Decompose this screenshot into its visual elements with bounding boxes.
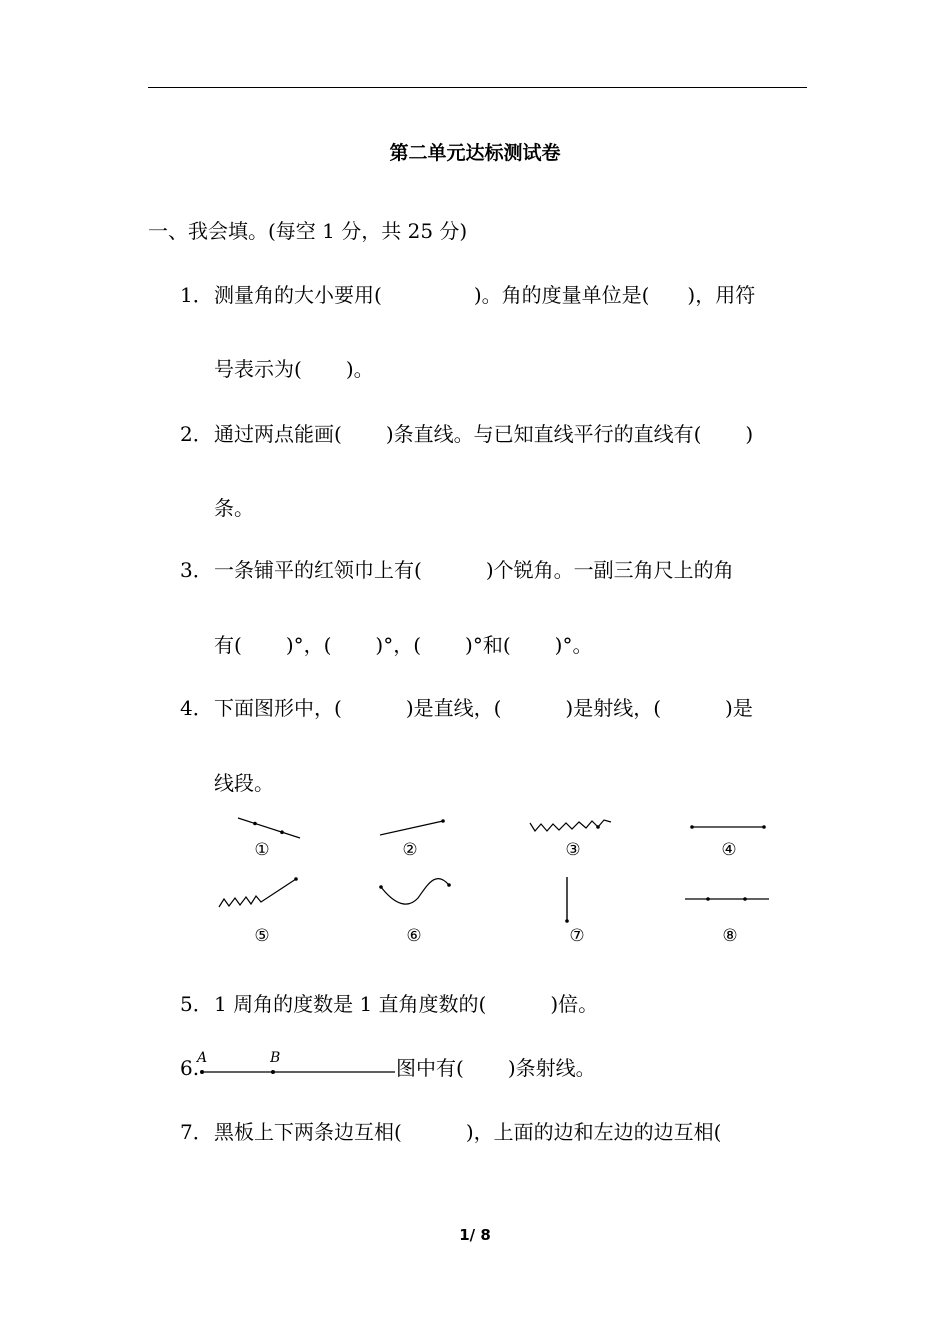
figure-4-segment — [690, 825, 766, 829]
figure-label-8: ⑧ — [722, 926, 738, 946]
figure-2-ray — [380, 819, 445, 835]
figure-label-4: ④ — [721, 840, 737, 860]
figure-label-7: ⑦ — [569, 926, 585, 946]
question-1-cont: 号表示为( )。 — [214, 357, 374, 381]
question-4: 4．下面图形中，( )是直线，( )是射线，( )是 — [180, 696, 753, 720]
figure-label-3: ③ — [565, 840, 581, 860]
figure-label-6: ⑥ — [406, 926, 422, 946]
question-number: 5． — [180, 992, 213, 1016]
question-2: 2．通过两点能画( )条直线。与已知直线平行的直线有( ) — [180, 422, 754, 446]
page-title: 第二单元达标测试卷 — [389, 142, 561, 164]
question-number: 1． — [180, 283, 213, 307]
section-heading: 一、我会填。(每空 1 分，共 25 分) — [148, 219, 468, 243]
figure-1-line — [238, 818, 300, 838]
question-3: 3．一条铺平的红领巾上有( )个锐角。一副三角尺上的角 — [180, 558, 734, 582]
question-6-number: 6. — [180, 1056, 200, 1080]
figure-6-curve — [379, 879, 451, 905]
question-2-cont: 条。 — [214, 496, 254, 520]
ray-diagram — [195, 1050, 400, 1080]
question-4-cont: 线段。 — [214, 771, 274, 795]
question-1: 1．测量角的大小要用( )。角的度量单位是( )，用符 — [180, 283, 756, 307]
figure-5-zigzag-line — [219, 877, 298, 907]
figure-label-2: ② — [402, 840, 418, 860]
question-5: 5．1 周角的度数是 1 直角度数的( )倍。 — [180, 992, 599, 1016]
question-number: 3． — [180, 558, 213, 582]
page-number: 1/ 8 — [459, 1226, 491, 1244]
question-number: 2． — [180, 422, 213, 446]
figure-7-vertical — [565, 877, 569, 923]
figure-label-5: ⑤ — [254, 926, 270, 946]
question-7: 7．黑板上下两条边互相( )，上面的边和左边的边互相( — [180, 1120, 722, 1144]
figure-label-1: ① — [254, 840, 270, 860]
point-b-label: B — [270, 1050, 281, 1066]
question-3-cont: 有( )°，( )°，( )°和( )°。 — [214, 633, 593, 657]
question-6: 图中有( )条射线。 — [396, 1056, 596, 1080]
question-number: 7． — [180, 1120, 213, 1144]
point-a-label: A — [197, 1050, 208, 1066]
figure-8-line — [685, 897, 769, 901]
question-number: 4． — [180, 696, 213, 720]
figure-3-zigzag — [530, 820, 611, 831]
